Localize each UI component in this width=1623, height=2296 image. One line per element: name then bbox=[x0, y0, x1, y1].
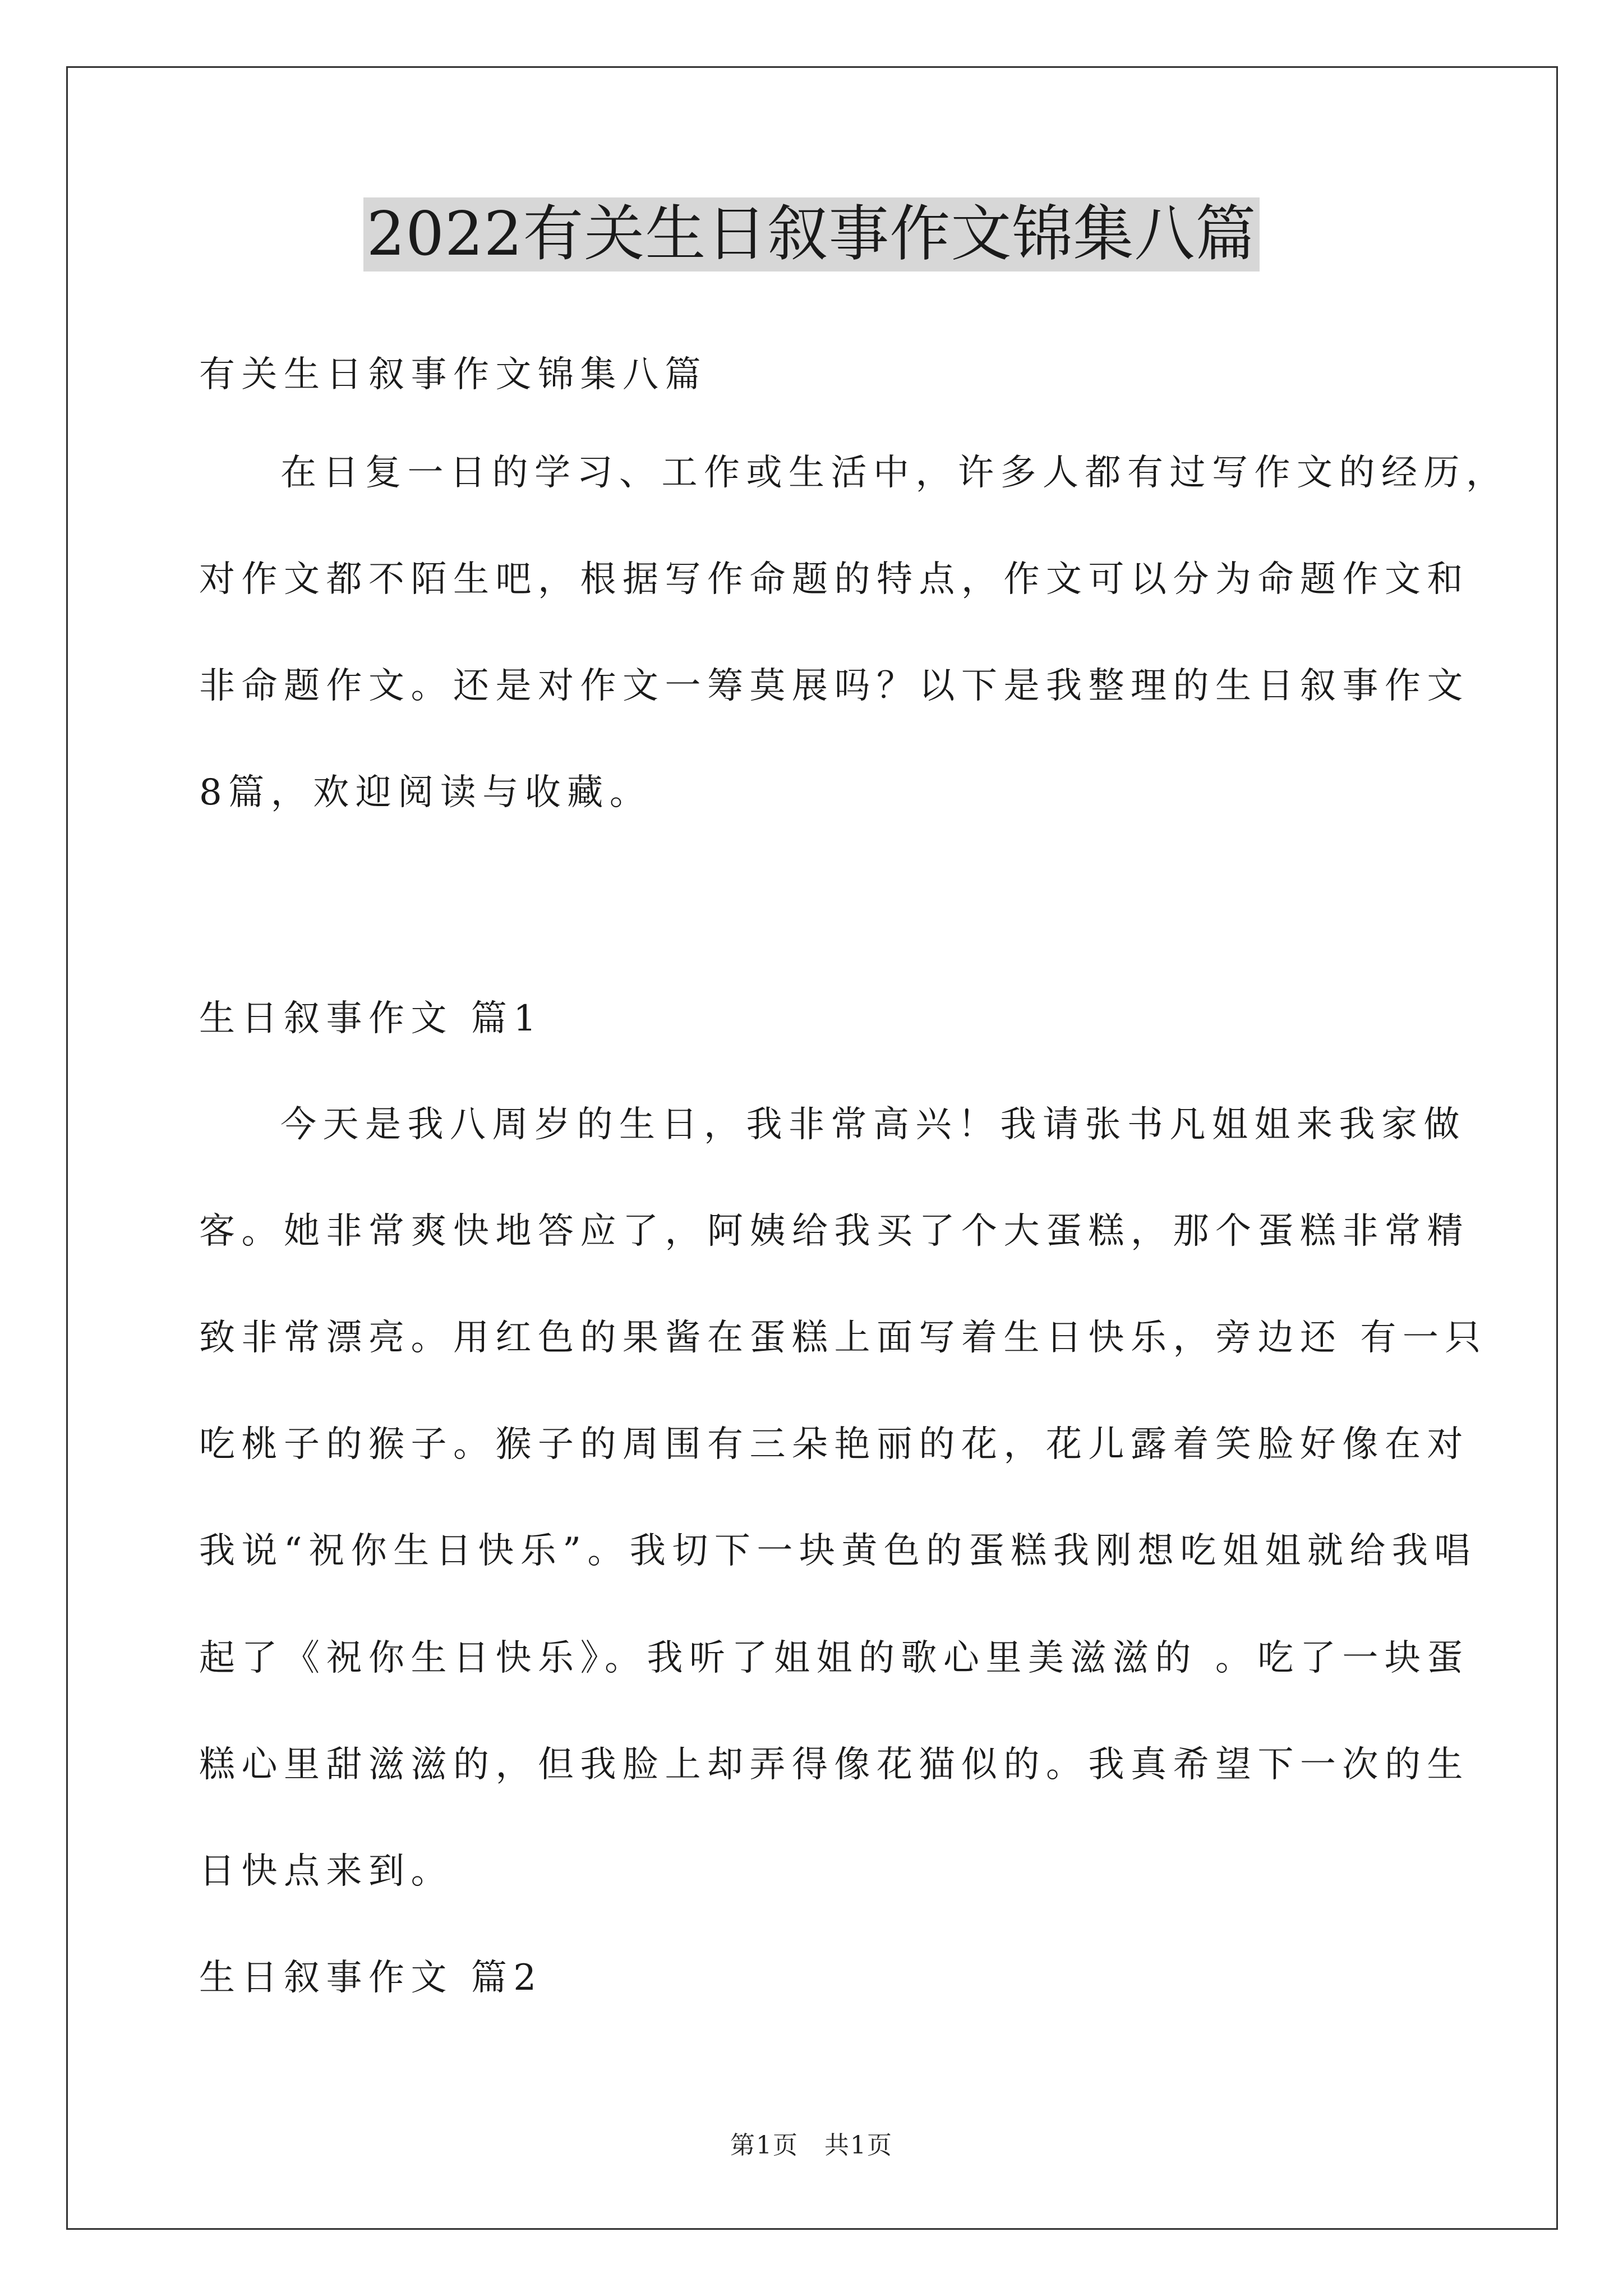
page-footer: 第1页 共1页 bbox=[730, 2131, 893, 2160]
paragraph-line: 在日复一日的学习、工作或生活中，许多人都有过写作文的经历， bbox=[280, 452, 1509, 494]
paragraph-line: 客。她非常爽快地答应了，阿姨给我买了个大蛋糕，那个蛋糕非常精 bbox=[199, 1211, 1469, 1252]
paragraph-line: 我说“祝你生日快乐”。我切下一块黄色的蛋糕我刚想吃姐姐就给我唱 bbox=[199, 1530, 1477, 1572]
paragraph-line: 吃桃子的猴子。猴子的周围有三朵艳丽的花，花儿露着笑脸好像在对 bbox=[199, 1424, 1469, 1465]
document-title: 2022有关生日叙事作文锦集八篇 bbox=[363, 197, 1260, 272]
paragraph-line: 致非常漂亮。用红色的果酱在蛋糕上面写着生日快乐，旁边还 有一只 bbox=[199, 1317, 1487, 1359]
title-container bbox=[0, 197, 1623, 272]
paragraph-line: 今天是我八周岁的生日，我非常高兴！我请张书凡姐姐来我家做 bbox=[280, 1104, 1466, 1145]
subtitle-line: 有关生日叙事作文锦集八篇 bbox=[199, 354, 707, 395]
paragraph-line: 非命题作文。还是对作文一筹莫展吗？以下是我整理的生日叙事作文 bbox=[199, 665, 1469, 707]
paragraph-line: 日快点来到。 bbox=[199, 1851, 453, 1892]
section-heading: 生日叙事作文 篇1 bbox=[199, 998, 543, 1039]
paragraph-line: 8篇，欢迎阅读与收藏。 bbox=[199, 772, 652, 813]
section-heading: 生日叙事作文 篇2 bbox=[199, 1957, 543, 1999]
paragraph-line: 起了《祝你生日快乐》。我听了姐姐的歌心里美滋滋的 。吃了一块蛋 bbox=[199, 1637, 1469, 1679]
paragraph-line: 糕心里甜滋滋的，但我脸上却弄得像花猫似的。我真希望下一次的生 bbox=[199, 1744, 1469, 1786]
paragraph-line: 对作文都不陌生吧，根据写作命题的特点，作文可以分为命题作文和 bbox=[199, 559, 1469, 600]
